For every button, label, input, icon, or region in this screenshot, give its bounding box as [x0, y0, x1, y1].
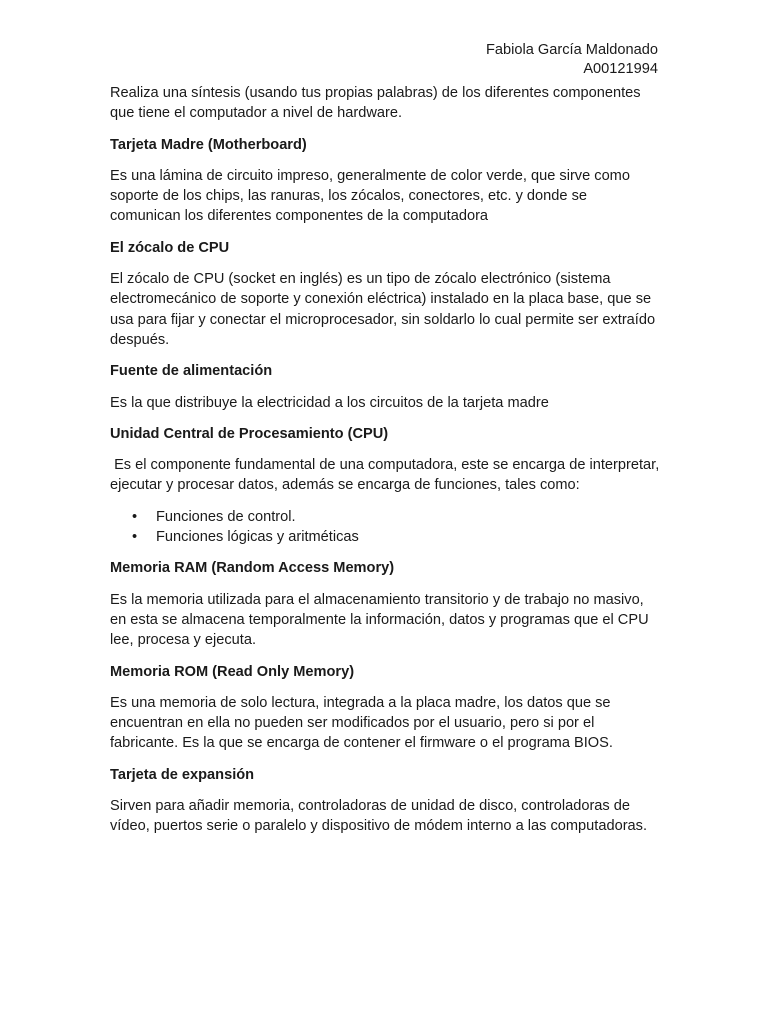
list-item-text: Funciones lógicas y aritméticas	[156, 529, 359, 546]
cpu-functions-list	[110, 507, 660, 548]
section-title-ram: Memoria RAM (Random Access Memory)	[110, 560, 395, 577]
section-body-cpu: Es el componente fundamental de una computadora, este se encarga de interpretar, ejecutar y procesar datos, además se encarga de funciones, tales como:	[110, 457, 664, 494]
bullet-icon: •	[132, 529, 138, 546]
section-title-motherboard: Tarjeta Madre (Motherboard)	[110, 136, 307, 153]
list-item	[132, 527, 660, 547]
document-header	[486, 41, 658, 79]
section-body-motherboard: Es una lámina de circuito impreso, generalmente de color verde, que sirve como soporte de los chips, las ranuras, los zócalos, conectores, etc. y donde se comunican los diferentes componentes de la computadora	[110, 167, 630, 225]
section-title-cpu: Unidad Central de Procesamiento (CPU)	[110, 425, 389, 442]
author-name: Fabiola García Maldonado	[486, 42, 658, 58]
section-body-expansion-card: Sirven para añadir memoria, controladoras de unidad de disco, controladoras de vídeo, puertos serie o paralelo y dispositivo de módem interno a las computadoras.	[110, 798, 648, 835]
section-body-power-supply: Es la que distribuye la electricidad a los circuitos de la tarjeta madre	[110, 394, 549, 411]
intro-paragraph: Realiza una síntesis (usando tus propias palabras) de los diferentes componentes que tiene el computador a nivel de hardware.	[110, 85, 641, 122]
bullet-icon: •	[132, 508, 138, 525]
section-title-power-supply: Fuente de alimentación	[110, 363, 273, 380]
section-body-cpu-socket: El zócalo de CPU (socket en inglés) es un tipo de zócalo electrónico (sistema electromecánico de soporte y conexión eléctrica) instalado en la placa base, que se usa para fijar y conectar el microprocesador, sin soldarlo lo cual permite ser extraído después.	[110, 271, 656, 348]
section-title-cpu-socket: El zócalo de CPU	[110, 239, 230, 256]
list-item-text: Funciones de control.	[156, 508, 296, 525]
section-title-expansion-card: Tarjeta de expansión	[110, 766, 255, 783]
section-body-rom: Es una memoria de solo lectura, integrada a la placa madre, los datos que se encuentran en ella no pueden ser modificados por el usuario, pero si por el fabricante. Es la que se encarga de contener el firmware o el programa BIOS.	[110, 694, 613, 752]
document-body	[110, 83, 664, 848]
section-body-ram: Es la memoria utilizada para el almacenamiento transitorio y de trabajo no masivo, en esta se almacena temporalmente la información, datos y programas que el CPU lee, procesa y ejecuta.	[110, 591, 649, 649]
section-title-rom: Memoria ROM (Read Only Memory)	[110, 663, 355, 680]
list-item	[132, 507, 660, 527]
student-id: A00121994	[583, 61, 658, 77]
